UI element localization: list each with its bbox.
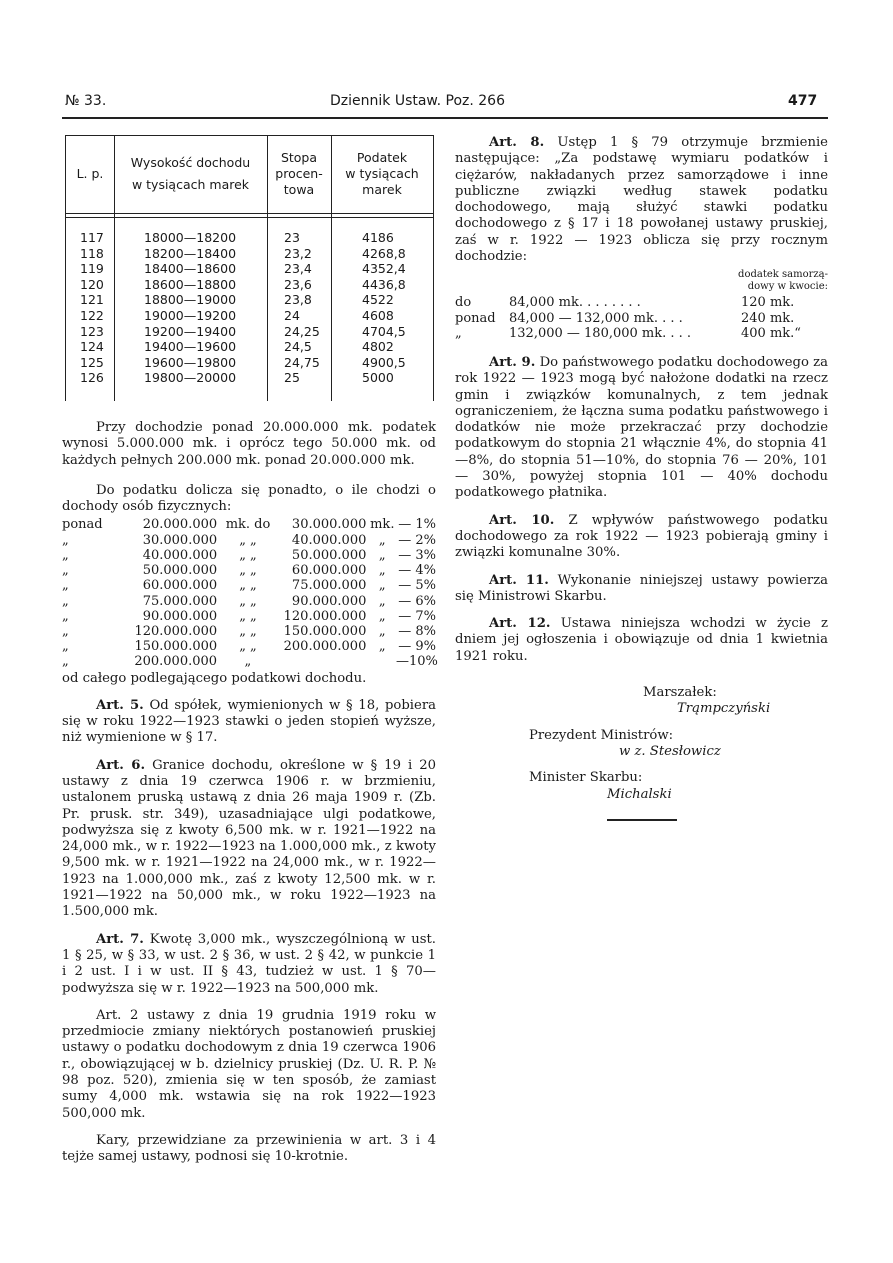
dodatek-range: 132,000 — 180,000 mk. . . . [509,325,692,341]
article-7: Art. 7. Kwotę 3,000 mk., wyszczególnioną w ust. 1 § 25, w § 33, w ust. 2 § 36, w ust. 2 § 42, w punkcie 1 i 2 ust. I i w ust. II § 43, tudzież w ust. 1 § 70—podwyższa się w r. 1922—1923 na 500,000 mk. [62,931,436,996]
surcharge-row [62,594,436,609]
surcharge-pre: „ [62,563,69,579]
surcharge-row [62,548,436,563]
surcharge-pct: — 9% [398,639,436,655]
table-cell-rate: 23,4 [284,261,312,277]
surcharge-pct: — 2% [398,532,436,548]
table-cell-income: 18600—18800 [144,276,237,292]
surcharge-pct: — 5% [398,578,436,594]
closing-rule [607,819,677,821]
surcharge-from: 60.000.000 [142,578,218,594]
surcharge-pre: „ [62,532,69,548]
surcharge-mid: „ „ [239,593,257,609]
table-cell-tax: 4352,4 [362,261,406,277]
surcharge-pct: — 4% [398,563,436,579]
signature-prezydent: Prezydent Ministrów: w z. Stesłowicz [529,727,721,759]
surcharge-row [62,533,436,548]
dodatek-row [455,295,828,310]
table-cell-lp: 120 [80,276,104,292]
surcharge-from: 150.000.000 [134,639,218,655]
table-cell-rate: 23 [284,230,300,245]
header-income: Wysokość dochodu w tysiącach marek [130,155,251,192]
surcharge-mid: „ „ [239,608,257,624]
left-column [62,420,436,1166]
dodatek-row [455,326,828,341]
surcharge-pct: — 8% [398,623,436,639]
header-rule [62,117,828,119]
dodatek-pre: do [455,295,472,311]
surcharge-from: 75.000.000 [142,593,218,609]
table-cell-tax: 4802 [362,339,394,355]
col-rate [284,230,320,386]
table-cell-income: 18400—18600 [144,261,237,277]
surcharge-pct: — 7% [398,608,436,624]
table-cell-lp: 119 [80,261,104,277]
surcharge-pre: „ [62,578,69,594]
surcharge-pct: —10% [396,654,438,670]
surcharge-mid: „ „ [239,532,257,548]
table-cell-rate: 25 [284,370,300,386]
table-cell-rate: 24,75 [284,354,320,370]
paragraph-surcharge-intro: Do podatku dolicza się ponadto, o ile chodzi o dochody osób fizycznych: [62,482,436,515]
surcharge-to: 90.000.000 [291,593,367,609]
right-column [455,135,828,821]
tax-table [65,135,434,401]
table-cell-income: 19000—19200 [144,307,237,323]
dodatek-amt: 400 mk.“ [741,325,801,341]
table-cell-rate: 24 [284,307,300,323]
surcharge-pre: ponad [62,517,103,533]
paragraph-surcharge-end: od całego podlegającego podatkowi dochodu. [62,670,367,686]
dodatek-row [455,311,828,326]
col-tax [362,230,406,386]
surcharge-from: 120.000.000 [134,623,218,639]
surcharge-from: 20.000.000 [142,517,218,533]
table-cell-lp: 118 [80,245,104,261]
surcharge-to [277,654,368,669]
table-cell-income: 19200—19400 [144,323,237,339]
surcharge-list [62,517,436,669]
table-cell-lp: 126 [80,370,104,386]
dodatek-amt: 120 mk. [741,295,795,311]
surcharge-to: 50.000.000 [291,547,367,563]
table-cell-rate: 23,2 [284,245,312,261]
surcharge-mid: „ „ [239,623,257,639]
surcharge-unit: „ [378,547,386,563]
issue-number: № 33. [65,93,107,109]
table-cell-income: 18000—18200 [144,230,237,245]
surcharge-pct: — 1% [398,517,436,533]
surcharge-unit: „ [378,563,386,579]
surcharge-pre: „ [62,608,69,624]
article-10: Art. 10. Z wpływów państwowego podatku dochodowego za rok 1922 — 1923 pobierają gminy i związki komunalne 30%. [455,512,828,561]
table-cell-tax: 4704,5 [362,323,406,339]
table-cell-tax: 5000 [362,370,394,386]
surcharge-from: 30.000.000 [142,532,218,548]
dodatek-list [455,295,828,341]
surcharge-mid: „ [244,654,252,670]
surcharge-unit: mk. [370,517,395,533]
col-income [144,230,236,386]
surcharge-to: 150.000.000 [283,623,367,639]
article-6: Art. 6. Granice dochodu, określone w § 19 i 20 ustawy z dnia 19 czerwca 1906 r. w brzmieniu, ustalonem pruską ustawą z dnia 26 maja 1909 r. (Zb. Pr. prusk. str. 349), uzasadniające ulgi podatkowe, podwyższa się z kwoty 6,500 mk. w r. 1921—1922 na 24,000 mk., w r. 1922—1923 na 1.000,000 mk., z kwoty 9,500 mk. w r. 1921—1922 na 24,000 mk., w r. 1922—1923 na 1.000,000 mk., zaś z kwoty 12,500 mk. w r. 1921—1922 na 50,000 mk., w roku 1922—1923 na 1.500,000 mk. [62,757,436,920]
surcharge-row [62,563,436,578]
table-cell-rate: 23,6 [284,276,312,292]
article-9: Art. 9. Do państwowego podatku dochodowego za rok 1922 — 1923 mogą być nałożone dodatki na rzecz gmin i związków komunalnych, z tem jednak ograniczeniem, że łączna suma podatku państwowego i dodatków nie może przekraczać przy dochodzie podatkowym do stopnia 21 włącznie 4%, do stopnia 41—8%, do stopnia 51—10%, do stopnia 76 — 20%, 101 — 30%, powyżej stopnia 101 — 40% dochodu podatkowego płatnika. [455,354,828,501]
surcharge-to: 30.000.000 [291,517,367,533]
surcharge-row [62,609,436,624]
surcharge-mid: „ „ [239,639,257,655]
surcharge-pct: — 3% [398,547,436,563]
surcharge-unit: „ [378,639,386,655]
table-cell-tax: 4608 [362,307,394,323]
table-cell-tax: 4268,8 [362,245,406,261]
surcharge-to: 60.000.000 [291,563,367,579]
surcharge-to: 200.000.000 [283,639,367,655]
table-cell-rate: 23,8 [284,292,312,308]
page-number: 477 [788,93,818,109]
table-cell-lp: 125 [80,354,104,370]
table-cell-income: 19600—19800 [144,354,237,370]
table-cell-lp: 117 [80,230,104,245]
header-lp: L. p. [76,166,104,181]
dodatek-heading: dodatek samorzą- dowy w kwocie: [738,269,828,293]
table-cell-income: 19400—19600 [144,339,237,355]
header-tax: Podatek w tysiącach marek [345,150,419,197]
table-cell-income: 19800—20000 [144,370,237,386]
surcharge-mid: „ „ [239,563,257,579]
dodatek-amt: 240 mk. [741,310,795,326]
surcharge-from: 90.000.000 [142,608,218,624]
paragraph-penalties: Kary, przewidziane za przewinienia w art. 3 i 4 tejże samej ustawy, podnosi się 10-krotnie. [62,1132,436,1165]
surcharge-row [62,517,436,532]
surcharge-mid: „ „ [239,547,257,563]
surcharge-row [62,654,436,669]
surcharge-unit: „ [378,578,386,594]
surcharge-pre: „ [62,623,69,639]
surcharge-from: 200.000.000 [134,654,218,670]
dodatek-range: 84,000 mk. . . . . . . . [509,295,641,311]
table-cell-tax: 4436,8 [362,276,406,292]
surcharge-mid: mk. do [225,517,271,533]
article-12: Art. 12. Ustawa niniejsza wchodzi w życie z dniem jej ogłoszenia i obowiązuje od dnia 1 kwietnia 1921 roku. [455,616,828,664]
surcharge-from: 50.000.000 [142,563,218,579]
surcharge-to: 120.000.000 [283,608,367,624]
surcharge-unit: „ [378,623,386,639]
table-cell-tax: 4900,5 [362,354,406,370]
table-cell-tax: 4522 [362,292,394,308]
article-11: Art. 11. Wykonanie niniejszej ustawy powierza się Ministrowi Skarbu. [455,572,829,604]
table-cell-rate: 24,25 [284,323,320,339]
dodatek-pre: ponad [455,310,496,326]
surcharge-from: 40.000.000 [142,547,218,563]
surcharge-unit [368,654,396,669]
dodatek-range: 84,000 — 132,000 mk. . . . [509,310,683,326]
surcharge-row [62,639,436,654]
signature-marszalek: Marszałek: Trąmpczyński [643,685,771,717]
signature-minister: Minister Skarbu: Michalski [529,770,672,802]
col-lp [80,230,104,386]
surcharge-to: 75.000.000 [291,578,367,594]
surcharge-pre: „ [62,654,69,670]
table-cell-lp: 123 [80,323,104,339]
surcharge-pre: „ [62,593,69,609]
table-cell-lp: 122 [80,307,104,323]
table-cell-tax: 4186 [362,230,394,245]
journal-title: Dziennik Ustaw. Poz. 266 [330,93,505,109]
surcharge-pct: — 6% [398,593,436,609]
table-cell-income: 18200—18400 [144,245,237,261]
surcharge-unit: „ [378,608,386,624]
surcharge-pre: „ [62,639,69,655]
surcharge-pre: „ [62,547,69,563]
surcharge-row [62,578,436,593]
table-cell-income: 18800—19000 [144,292,237,308]
surcharge-unit: „ [378,593,386,609]
article-8: Art. 8. Ustęp 1 § 79 otrzymuje brzmienie następujące: „Za podstawę wymiaru podatków i ciężarów, nakładanych przez samorządowe i inne publiczne związki według stawek podatku dochodowego, mają służyć stawki podatku dochodowego z § 17 i 18 powołanej ustawy pruskiej, zaś w r. 1922 — 1923 oblicza się przy rocznym dochodzie: [455,135,828,265]
table-cell-lp: 124 [80,339,104,355]
paragraph-art2-amendment: Art. 2 ustawy z dnia 19 grudnia 1919 roku w przedmiocie zmiany niektórych postanowień pruskiej ustawy o podatku dochodowym z dnia 19 czerwca 1906 r., obowiązującej w b. dzielnicy pruskiej (Dz. U. R. P. № 98 poz. 520), zmienia się w ten sposób, że zamiast sumy 4,000 mk. wstawia się na rok 1922—1923 500,000 mk. [62,1007,436,1121]
surcharge-row [62,624,436,639]
surcharge-to: 40.000.000 [291,532,367,548]
table-cell-lp: 121 [80,292,104,308]
table-cell-rate: 24,5 [284,339,312,355]
surcharge-mid: „ „ [239,578,257,594]
paragraph-over-20m: Przy dochodzie ponad 20.000.000 mk. podatek wynosi 5.000.000 mk. i oprócz tego 50.000 mk. od każdych pełnych 200.000 mk. ponad 20.000.000 mk. [62,420,436,468]
dodatek-pre: „ [455,325,462,341]
surcharge-unit: „ [378,532,386,548]
article-5: Art. 5. Od spółek, wymienionych w § 18, pobiera się w roku 1922—1923 stawki o jeden stopień wyższe, niż wymienione w § 17. [62,697,436,746]
header-rate: Stopa procen- towa [275,150,323,197]
